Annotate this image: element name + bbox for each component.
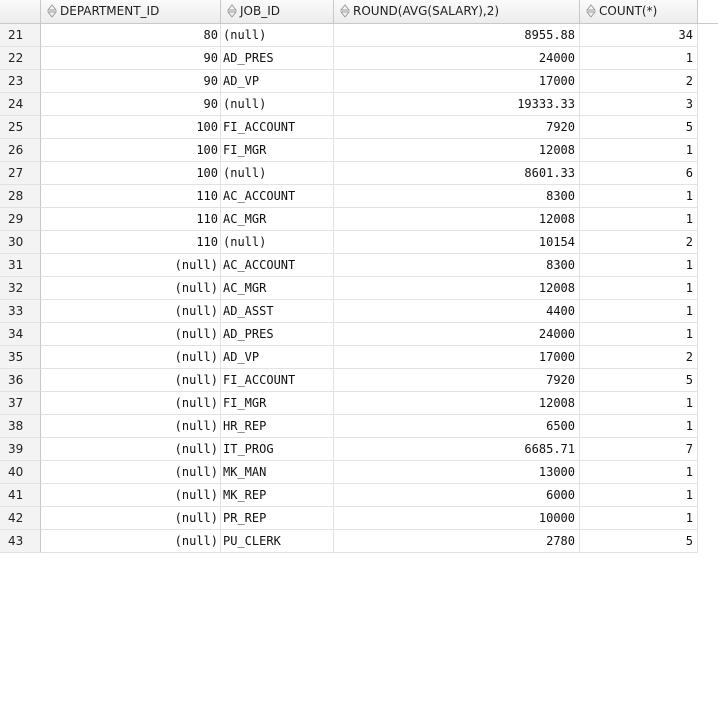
cell-job-id[interactable]: AC_MGR: [221, 208, 334, 231]
sort-icon: [47, 4, 57, 18]
cell-avg-salary[interactable]: 12008: [334, 277, 580, 300]
grid-filler: [698, 24, 718, 713]
row-number[interactable]: 33: [0, 300, 41, 323]
cell-job-id[interactable]: AD_PRES: [221, 47, 334, 70]
cell-department-id[interactable]: 100: [41, 116, 221, 139]
cell-count[interactable]: 1: [580, 415, 698, 438]
row-number[interactable]: 39: [0, 438, 41, 461]
cell-avg-salary[interactable]: 7920: [334, 369, 580, 392]
cell-avg-salary[interactable]: 2780: [334, 530, 580, 553]
cell-avg-salary[interactable]: 13000: [334, 461, 580, 484]
cell-avg-salary[interactable]: 6500: [334, 415, 580, 438]
cell-department-id[interactable]: (null): [41, 254, 221, 277]
cell-department-id[interactable]: (null): [41, 484, 221, 507]
table-row[interactable]: [0, 116, 718, 139]
cell-department-id[interactable]: (null): [41, 392, 221, 415]
cell-avg-salary[interactable]: 19333.33: [334, 93, 580, 116]
cell-job-id[interactable]: AD_PRES: [221, 323, 334, 346]
cell-job-id[interactable]: AD_ASST: [221, 300, 334, 323]
table-row[interactable]: [0, 162, 718, 185]
cell-avg-salary[interactable]: 17000: [334, 346, 580, 369]
cell-job-id[interactable]: AD_VP: [221, 70, 334, 93]
cell-job-id[interactable]: FI_ACCOUNT: [221, 369, 334, 392]
cell-department-id[interactable]: 110: [41, 185, 221, 208]
cell-avg-salary[interactable]: 8955.88: [334, 24, 580, 47]
table-row[interactable]: [0, 392, 718, 415]
row-number[interactable]: 28: [0, 185, 41, 208]
column-header-label: ROUND(AVG(SALARY),2): [353, 4, 500, 18]
cell-count[interactable]: 1: [580, 507, 698, 530]
table-row[interactable]: [0, 346, 718, 369]
cell-avg-salary[interactable]: 12008: [334, 139, 580, 162]
row-number[interactable]: 22: [0, 47, 41, 70]
cell-count[interactable]: 34: [580, 24, 698, 47]
cell-avg-salary[interactable]: 7920: [334, 116, 580, 139]
cell-job-id[interactable]: MK_REP: [221, 484, 334, 507]
cell-job-id[interactable]: AC_ACCOUNT: [221, 185, 334, 208]
cell-avg-salary[interactable]: 10154: [334, 231, 580, 254]
cell-department-id[interactable]: (null): [41, 438, 221, 461]
cell-department-id[interactable]: 100: [41, 162, 221, 185]
cell-department-id[interactable]: (null): [41, 415, 221, 438]
row-number[interactable]: 35: [0, 346, 41, 369]
row-number[interactable]: 40: [0, 461, 41, 484]
cell-avg-salary[interactable]: 12008: [334, 208, 580, 231]
cell-count[interactable]: 6: [580, 162, 698, 185]
column-header-label: DEPARTMENT_ID: [60, 4, 160, 18]
column-header-label: JOB_ID: [240, 4, 280, 18]
cell-count[interactable]: 1: [580, 47, 698, 70]
cell-job-id[interactable]: AD_VP: [221, 346, 334, 369]
column-header-count[interactable]: [580, 0, 698, 23]
cell-job-id[interactable]: (null): [221, 93, 334, 116]
cell-department-id[interactable]: (null): [41, 461, 221, 484]
row-number[interactable]: 24: [0, 93, 41, 116]
cell-avg-salary[interactable]: 4400: [334, 300, 580, 323]
row-number[interactable]: 41: [0, 484, 41, 507]
cell-avg-salary[interactable]: 12008: [334, 392, 580, 415]
cell-count[interactable]: 1: [580, 392, 698, 415]
column-header-department-id[interactable]: [41, 0, 221, 23]
cell-count[interactable]: 1: [580, 208, 698, 231]
table-row[interactable]: [0, 93, 718, 116]
cell-avg-salary[interactable]: 10000: [334, 507, 580, 530]
table-row[interactable]: [0, 438, 718, 461]
cell-avg-salary[interactable]: 24000: [334, 47, 580, 70]
cell-job-id[interactable]: (null): [221, 24, 334, 47]
cell-count[interactable]: 5: [580, 530, 698, 553]
cell-count[interactable]: 1: [580, 139, 698, 162]
table-row[interactable]: [0, 415, 718, 438]
table-row[interactable]: [0, 24, 718, 47]
cell-department-id[interactable]: 110: [41, 208, 221, 231]
cell-department-id[interactable]: (null): [41, 346, 221, 369]
row-number[interactable]: 32: [0, 277, 41, 300]
table-row[interactable]: [0, 369, 718, 392]
cell-job-id[interactable]: (null): [221, 162, 334, 185]
cell-department-id[interactable]: (null): [41, 300, 221, 323]
cell-job-id[interactable]: PR_REP: [221, 507, 334, 530]
cell-count[interactable]: 1: [580, 323, 698, 346]
cell-avg-salary[interactable]: 8601.33: [334, 162, 580, 185]
cell-count[interactable]: 7: [580, 438, 698, 461]
table-row[interactable]: [0, 70, 718, 93]
cell-department-id[interactable]: (null): [41, 507, 221, 530]
cell-job-id[interactable]: PU_CLERK: [221, 530, 334, 553]
column-header-avg-salary[interactable]: [334, 0, 580, 23]
cell-avg-salary[interactable]: 8300: [334, 185, 580, 208]
table-row[interactable]: [0, 47, 718, 70]
cell-count[interactable]: 1: [580, 185, 698, 208]
table-row[interactable]: [0, 185, 718, 208]
cell-count[interactable]: 1: [580, 300, 698, 323]
cell-department-id[interactable]: (null): [41, 369, 221, 392]
row-number[interactable]: 36: [0, 369, 41, 392]
row-number[interactable]: 26: [0, 139, 41, 162]
column-header-job-id[interactable]: [221, 0, 334, 23]
cell-count[interactable]: 1: [580, 254, 698, 277]
cell-count[interactable]: 5: [580, 369, 698, 392]
table-row[interactable]: [0, 507, 718, 530]
cell-count[interactable]: 1: [580, 461, 698, 484]
cell-department-id[interactable]: 80: [41, 24, 221, 47]
cell-count[interactable]: 5: [580, 116, 698, 139]
cell-department-id[interactable]: (null): [41, 323, 221, 346]
cell-department-id[interactable]: (null): [41, 277, 221, 300]
cell-avg-salary[interactable]: 6000: [334, 484, 580, 507]
cell-department-id[interactable]: 100: [41, 139, 221, 162]
row-number[interactable]: 27: [0, 162, 41, 185]
cell-count[interactable]: 1: [580, 277, 698, 300]
cell-avg-salary[interactable]: 6685.71: [334, 438, 580, 461]
cell-department-id[interactable]: (null): [41, 530, 221, 553]
row-number[interactable]: 31: [0, 254, 41, 277]
row-number-header[interactable]: [0, 0, 41, 23]
table-row[interactable]: [0, 139, 718, 162]
cell-department-id[interactable]: 110: [41, 231, 221, 254]
table-row[interactable]: [0, 254, 718, 277]
grid-header: [0, 0, 718, 24]
row-number[interactable]: 29: [0, 208, 41, 231]
sort-icon: [586, 4, 596, 18]
cell-avg-salary[interactable]: 17000: [334, 70, 580, 93]
cell-job-id[interactable]: (null): [221, 231, 334, 254]
cell-job-id[interactable]: AC_ACCOUNT: [221, 254, 334, 277]
sort-icon: [227, 4, 237, 18]
cell-job-id[interactable]: AC_MGR: [221, 277, 334, 300]
cell-job-id[interactable]: MK_MAN: [221, 461, 334, 484]
row-number[interactable]: 21: [0, 24, 41, 47]
cell-job-id[interactable]: FI_ACCOUNT: [221, 116, 334, 139]
cell-count[interactable]: 2: [580, 231, 698, 254]
cell-job-id[interactable]: IT_PROG: [221, 438, 334, 461]
table-row[interactable]: [0, 530, 718, 553]
cell-count[interactable]: 2: [580, 346, 698, 369]
cell-job-id[interactable]: FI_MGR: [221, 139, 334, 162]
cell-count[interactable]: 3: [580, 93, 698, 116]
column-header-label: COUNT(*): [599, 4, 658, 18]
table-row[interactable]: [0, 484, 718, 507]
table-row[interactable]: [0, 231, 718, 254]
table-row[interactable]: [0, 277, 718, 300]
row-number[interactable]: 30: [0, 231, 41, 254]
cell-count[interactable]: 1: [580, 484, 698, 507]
row-number[interactable]: 23: [0, 70, 41, 93]
row-number[interactable]: 37: [0, 392, 41, 415]
cell-avg-salary[interactable]: 8300: [334, 254, 580, 277]
table-row[interactable]: [0, 323, 718, 346]
cell-count[interactable]: 2: [580, 70, 698, 93]
sort-icon: [340, 4, 350, 18]
cell-avg-salary[interactable]: 24000: [334, 323, 580, 346]
row-number[interactable]: 42: [0, 507, 41, 530]
cell-department-id[interactable]: 90: [41, 70, 221, 93]
row-number[interactable]: 43: [0, 530, 41, 553]
header-filler: [698, 0, 718, 23]
table-row[interactable]: [0, 208, 718, 231]
row-number[interactable]: 34: [0, 323, 41, 346]
row-number[interactable]: 25: [0, 116, 41, 139]
cell-department-id[interactable]: 90: [41, 93, 221, 116]
cell-department-id[interactable]: 90: [41, 47, 221, 70]
cell-job-id[interactable]: FI_MGR: [221, 392, 334, 415]
table-row[interactable]: [0, 461, 718, 484]
table-row[interactable]: [0, 300, 718, 323]
row-number[interactable]: 38: [0, 415, 41, 438]
cell-job-id[interactable]: HR_REP: [221, 415, 334, 438]
